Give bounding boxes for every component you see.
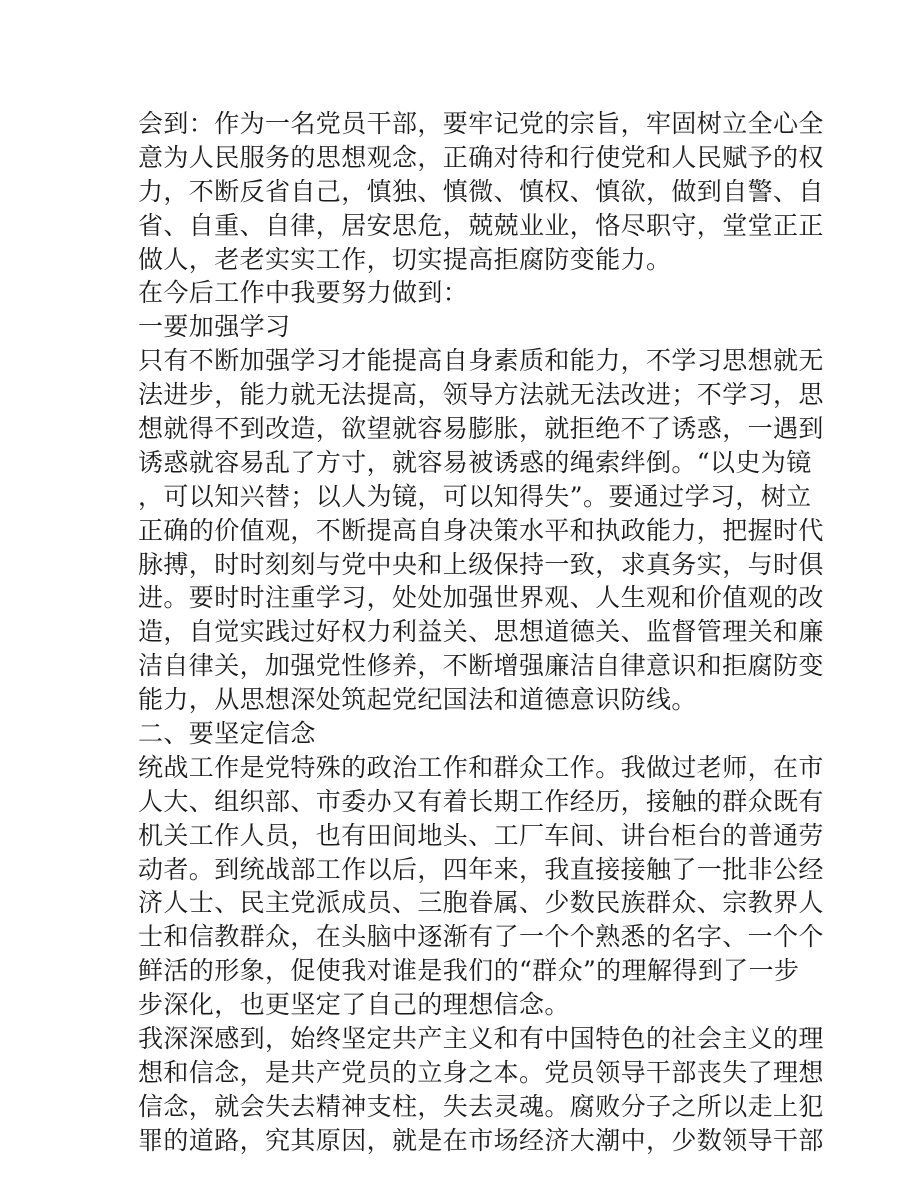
text-line: 罪的道路，究其原因，就是在市场经济大潮中，少数领导干部 bbox=[138, 1125, 824, 1155]
text-line: 统战工作是党特殊的政治工作和群众工作。我做过老师，在市 bbox=[138, 752, 824, 782]
text-line: 想和信念，是共产党员的立身之本。党员领导干部丧失了理想 bbox=[138, 1057, 824, 1087]
text-line: 省、自重、自律，居安思危，兢兢业业，恪尽职守，堂堂正正 bbox=[138, 210, 824, 240]
text-line: 只有不断加强学习才能提高自身素质和能力，不学习思想就无 bbox=[138, 346, 824, 376]
text-line: 力，不断反省自己，慎独、慎微、慎权、慎欲，做到自警、自 bbox=[138, 176, 824, 206]
text-line: 意为人民服务的思想观念，正确对待和行使党和人民赋予的权 bbox=[138, 142, 824, 172]
text-line: 会到：作为一名党员干部，要牢记党的宗旨，牢固树立全心全 bbox=[138, 109, 824, 138]
text-line: 信念，就会失去精神支柱，失去灵魂。腐败分子之所以走上犯 bbox=[138, 1091, 824, 1121]
text-line: 进。要时时注重学习，处处加强世界观、人生观和价值观的改 bbox=[138, 583, 824, 613]
text-line: 机关工作人员，也有田间地头、工厂车间、讲台柜台的普通劳 bbox=[138, 820, 824, 850]
text-line: 能力，从思想深处筑起党纪国法和道德意识防线。 bbox=[138, 685, 697, 715]
text-line: 做人，老老实实工作，切实提高拒腐防变能力。 bbox=[138, 244, 672, 274]
text-line: 造，自觉实践过好权力利益关、思想道德关、监督管理关和廉 bbox=[138, 617, 824, 647]
text-line: 法进步，能力就无法提高，领导方法就无法改进；不学习，思 bbox=[138, 380, 824, 410]
text-line: 步深化，也更坚定了自己的理想信念。 bbox=[138, 990, 570, 1020]
text-line: 我深深感到，始终坚定共产主义和有中国特色的社会主义的理 bbox=[138, 1024, 824, 1054]
text-line: 人大、组织部、市委办又有着长期工作经历，接触的群众既有 bbox=[138, 786, 824, 816]
section-heading: 二、要坚定信念 bbox=[138, 719, 316, 749]
text-line: 诱惑就容易乱了方寸，就容易被诱惑的绳索绊倒。“以史为镜 bbox=[138, 447, 812, 477]
text-line: 鲜活的形象，促使我对谁是我们的“群众”的理解得到了一步 bbox=[138, 956, 800, 986]
section-heading: 一要加强学习 bbox=[138, 312, 291, 342]
text-line: 动者。到统战部工作以后，四年来，我直接接触了一批非公经 bbox=[138, 854, 824, 884]
text-line: 想就得不到改造，欲望就容易膨胀，就拒绝不了诱惑，一遇到 bbox=[138, 414, 824, 444]
text-line: 士和信教群众，在头脑中逐渐有了一个个熟悉的名字、一个个 bbox=[138, 922, 824, 952]
text-line: 洁自律关，加强党性修养，不断增强廉洁自律意识和拒腐防变 bbox=[138, 651, 824, 681]
text-line: 济人士、民主党派成员、三胞眷属、少数民族群众、宗教界人 bbox=[138, 888, 824, 918]
document-body bbox=[138, 107, 824, 1158]
text-line: ，可以知兴替；以人为镜，可以知得失”。要通过学习，树立 bbox=[138, 481, 812, 511]
text-line: 脉搏，时时刻刻与党中央和上级保持一致，求真务实，与时俱 bbox=[138, 549, 824, 579]
text-line: 正确的价值观，不断提高自身决策水平和执政能力，把握时代 bbox=[138, 515, 824, 545]
text-line: 在今后工作中我要努力做到： bbox=[138, 278, 469, 308]
